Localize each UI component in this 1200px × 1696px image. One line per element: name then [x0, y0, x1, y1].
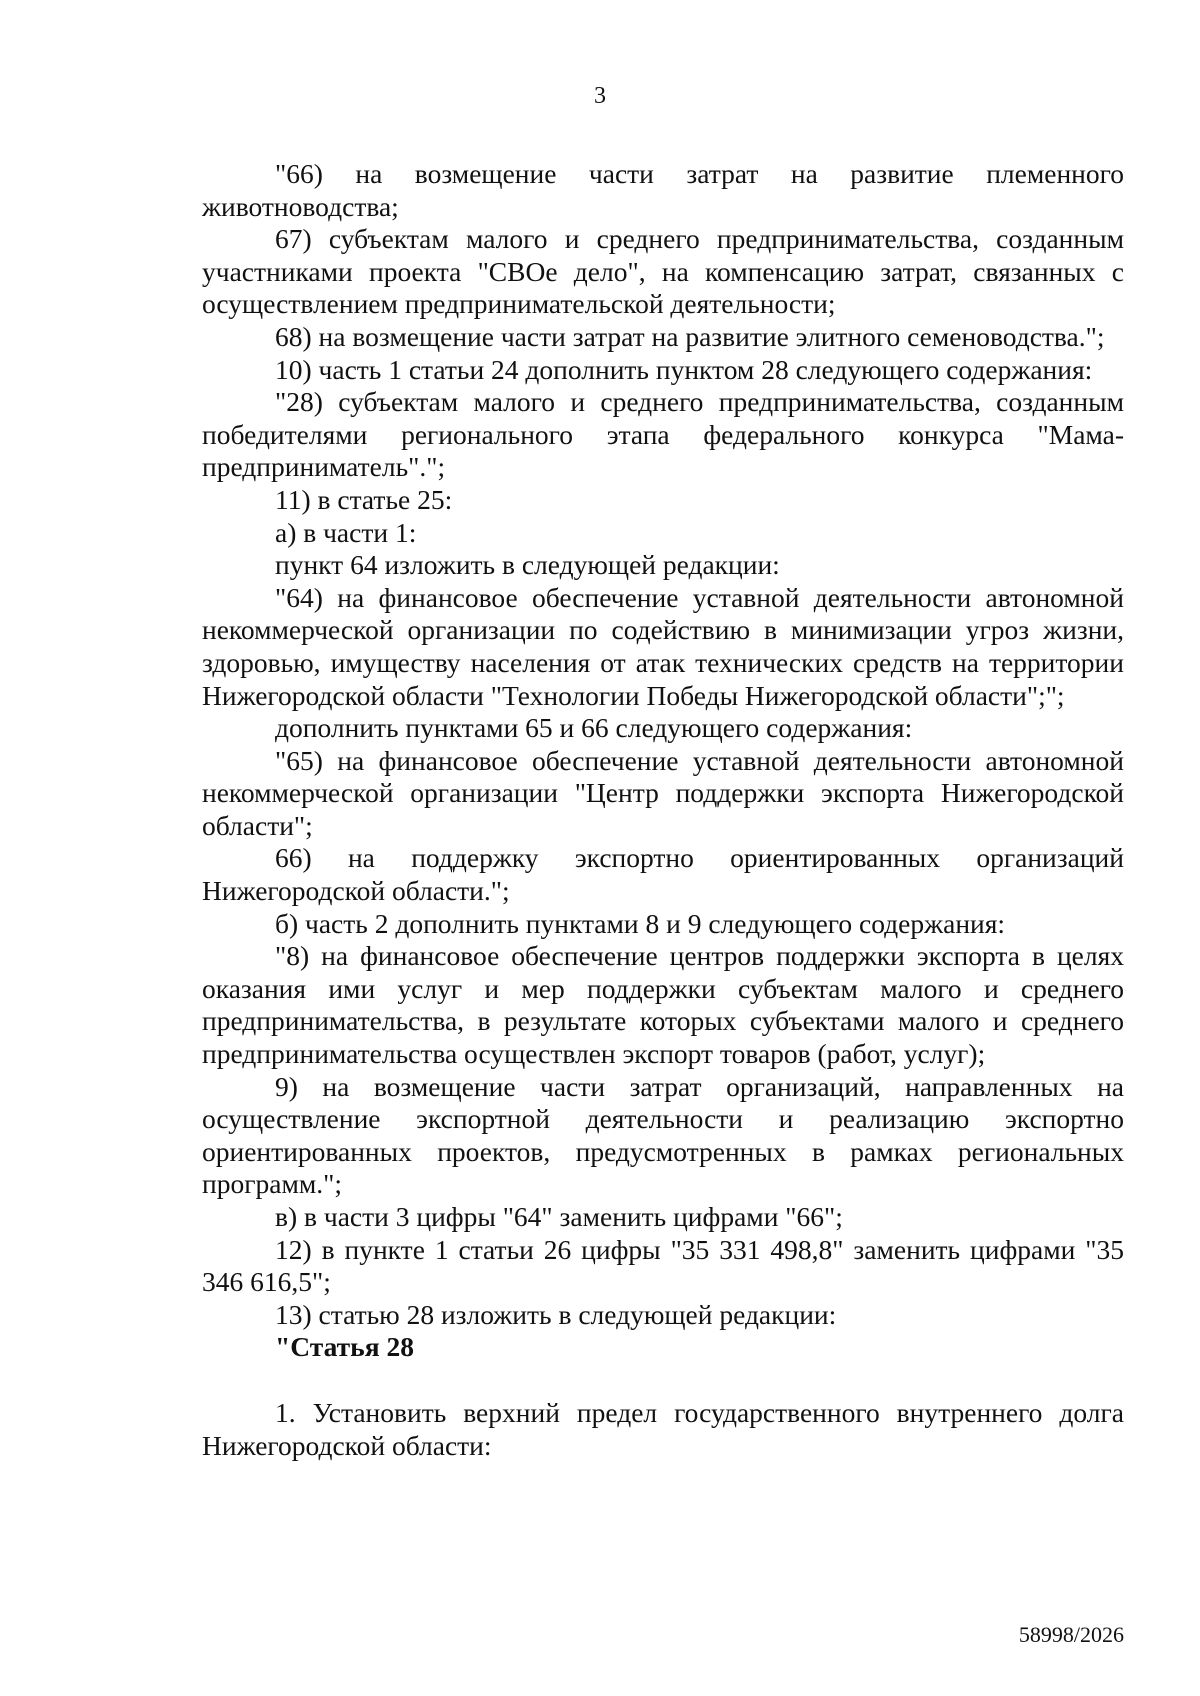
paragraph-item-28: "28) субъектам малого и среднего предпринимательства, созданным победителями регионального этапа федерального конкурса "Мама-предприниматель".";	[202, 386, 1124, 483]
document-number: 58998/2026	[1018, 1622, 1124, 1647]
paragraph-point-64-intro: пункт 64 изложить в следующей редакции:	[275, 549, 780, 581]
paragraph-amend-13: 13) статью 28 изложить в следующей редакции:	[275, 1298, 837, 1330]
paragraph-item-64: "64) на финансовое обеспечение уставной деятельности автономной некоммерческой организации по содействию в минимизации угроз жизни, здоровью, имуществу населения от атак технических средств на территории Нижегородской области "Технологии Победы Нижегородской области";";	[202, 581, 1124, 711]
paragraph-sub-v: в) в части 3 цифры "64" заменить цифрами "66";	[275, 1201, 843, 1232]
paragraph-item-8: "8) на финансовое обеспечение центров поддержки экспорта в целях оказания ими услуг и мер поддержки субъектам малого и среднего предпринимательства, в результате которых субъектами малого и среднего предпринимательства осуществлен экспорт товаров (работ, услуг);	[202, 940, 1124, 1070]
paragraph-sub-a: а) в части 1:	[275, 516, 417, 548]
paragraph-amend-10: 10) часть 1 статьи 24 дополнить пунктом 28 следующего содержания:	[275, 353, 1093, 385]
paragraph-amend-11: 11) в статье 25:	[275, 483, 453, 515]
paragraph-sub-b: б) часть 2 дополнить пунктами 8 и 9 следующего содержания:	[275, 907, 1006, 939]
document-body	[202, 158, 1124, 1462]
paragraph-item-66-export: 66) на поддержку экспортно ориентированных организаций Нижегородской области.";	[202, 842, 1124, 907]
paragraph-item-67: 67) субъектам малого и среднего предпринимательства, созданным участниками проекта "СВОе дело", на компенсацию затрат, связанных с осуществлением предпринимательской деятельности;	[202, 223, 1124, 320]
article-28-heading: "Статья 28	[275, 1331, 414, 1363]
paragraph-article-28-part-1: 1. Установить верхний предел государственного внутреннего долга Нижегородской области:	[202, 1396, 1124, 1461]
paragraph-add-65-66: дополнить пунктами 65 и 66 следующего содержания:	[275, 712, 913, 744]
page-number: 3	[594, 83, 606, 109]
paragraph-item-66-breeding: "66) на возмещение части затрат на развитие племенного животноводства;	[202, 158, 1124, 222]
paragraph-amend-12: 12) в пункте 1 статьи 26 цифры "35 331 498,8" заменить цифрами "35 346 616,5";	[202, 1233, 1124, 1298]
paragraph-item-65: "65) на финансовое обеспечение уставной деятельности автономной некоммерческой организации "Центр поддержки экспорта Нижегородской области";	[202, 744, 1124, 841]
paragraph-item-9: 9) на возмещение части затрат организаций, направленных на осуществление экспортной деятельности и реализацию экспортно ориентированных проектов, предусмотренных в рамках региональных программ.";	[202, 1070, 1124, 1200]
paragraph-item-68: 68) на возмещение части затрат на развитие элитного семеноводства.";	[275, 320, 1105, 352]
